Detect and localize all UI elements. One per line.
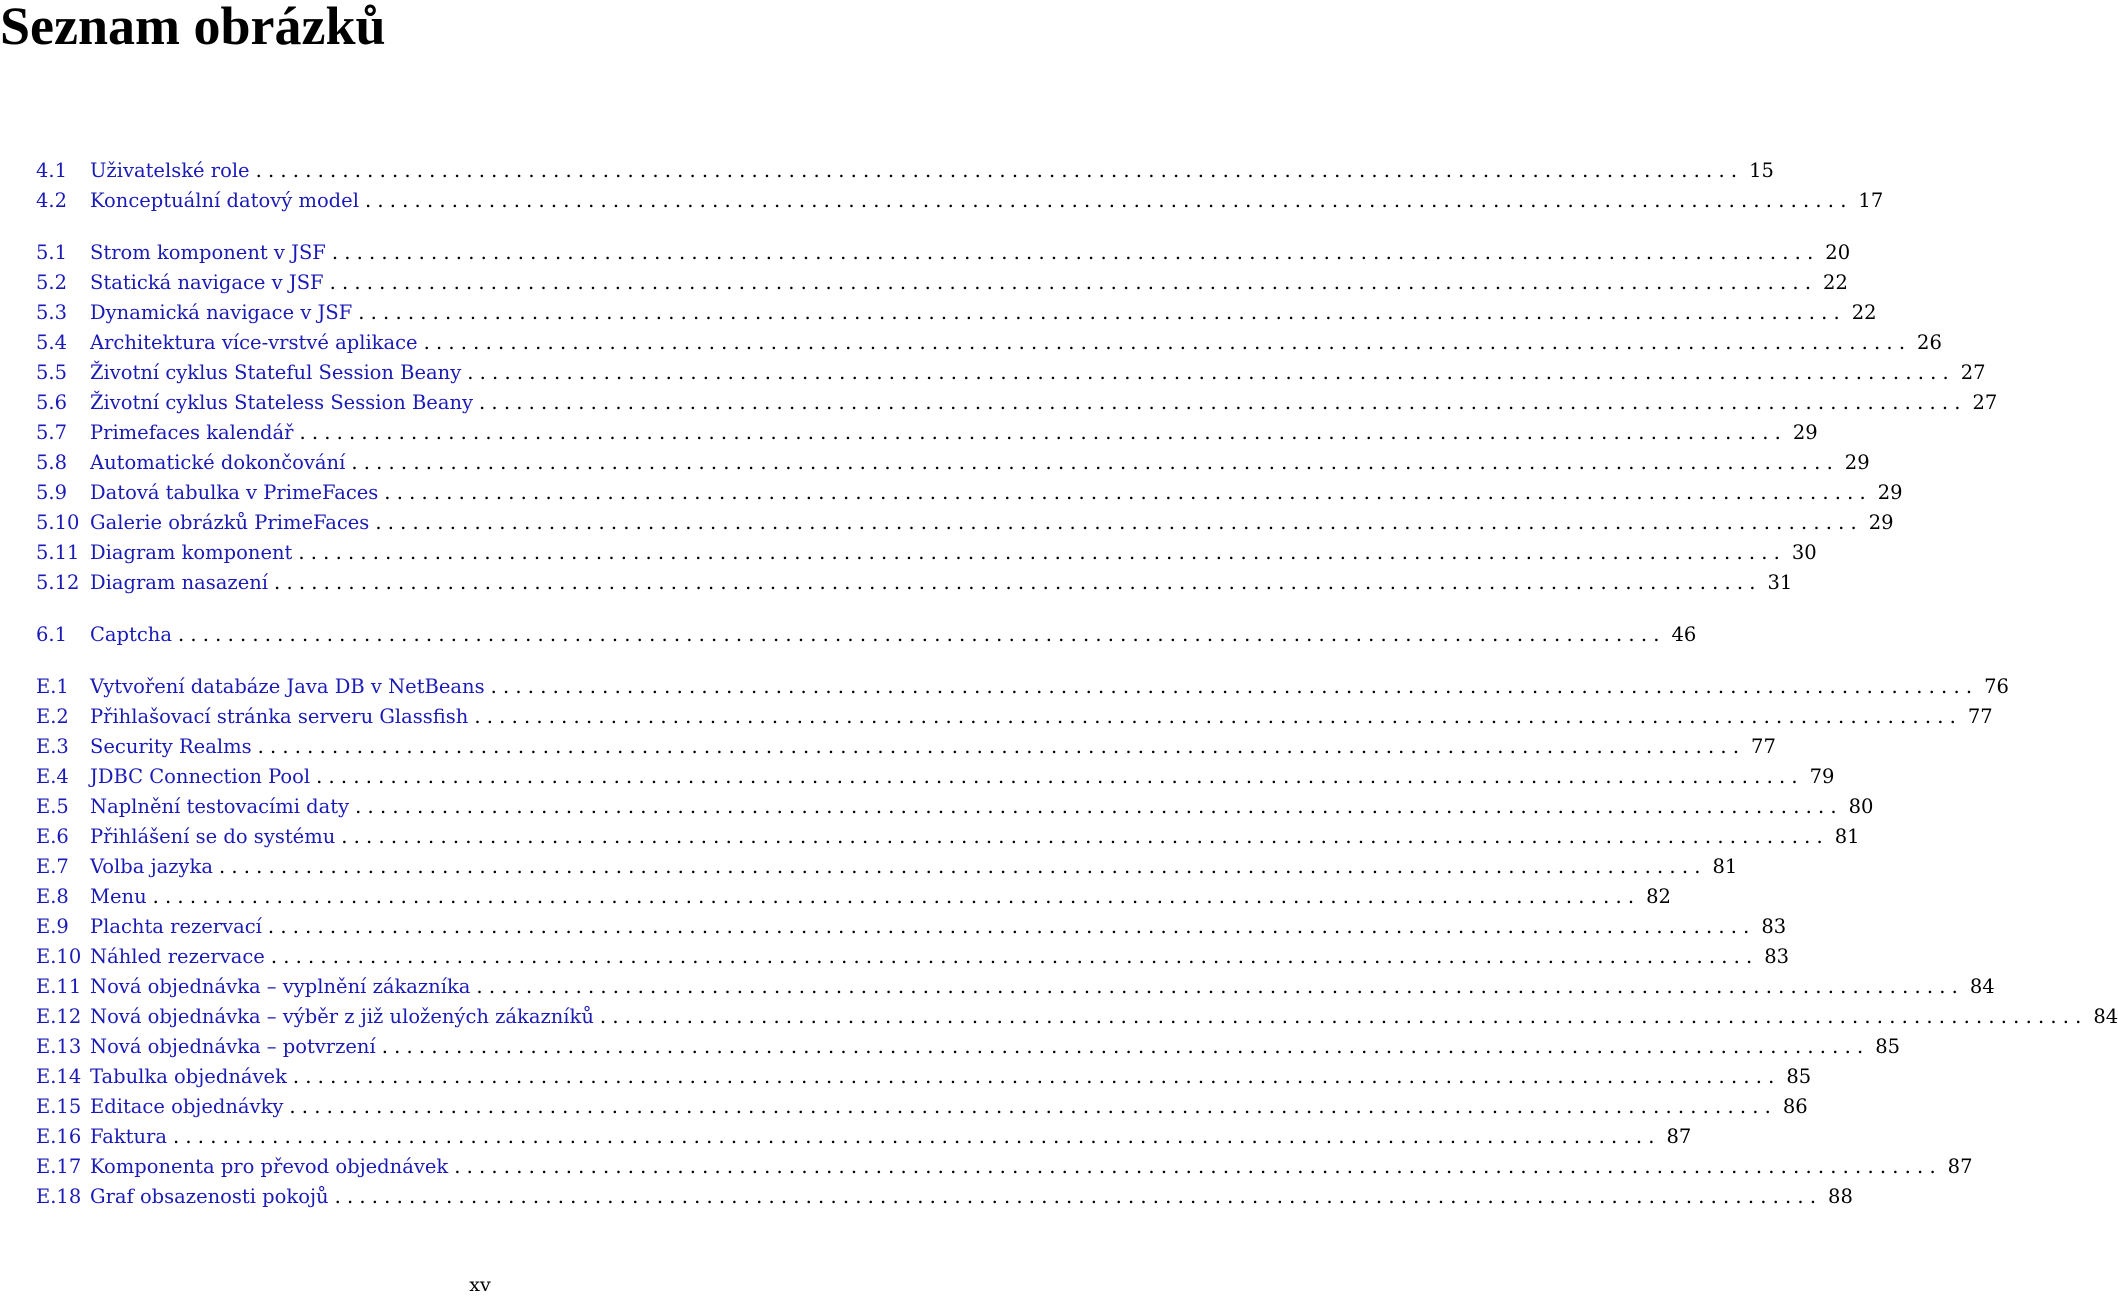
- dot-leader: . . . . . . . . . . . . . . . . . . . . . . . . . . . . . . . . . . . . . . . . . . . . . . . . . . . . . . . . . . . . . . . . . . . . . . . . . . . . . . . . . . . . . . . . . . . . . . . . . . . . . . . . . . . . . . . . . . . . . . . .: [289, 1095, 1771, 1118]
- figure-caption-link[interactable]: Plachta rezervací: [90, 915, 262, 938]
- figure-number-link[interactable]: E.9: [36, 915, 69, 938]
- dot-leader: . . . . . . . . . . . . . . . . . . . . . . . . . . . . . . . . . . . . . . . . . . . . . . . . . . . . . . . . . . . . . . . . . . . . . . . . . . . . . . . . . . . . . . . . . . . . . . . . . . . . . . . . . . . . . . . . . . . . . . . .: [331, 241, 1814, 264]
- figure-page-number: 83: [1761, 915, 1787, 938]
- figure-number-link[interactable]: E.10: [36, 945, 82, 968]
- figure-page-number: 29: [1792, 421, 1818, 444]
- figure-entry[interactable]: [36, 1062, 1812, 1092]
- figure-entry[interactable]: [36, 186, 1884, 216]
- dot-leader: . . . . . . . . . . . . . . . . . . . . . . . . . . . . . . . . . . . . . . . . . . . . . . . . . . . . . . . . . . . . . . . . . . . . . . . . . . . . . . . . . . . . . . . . . . . . . . . . . . . . . . . . . . . . . . . . . . . . . . . .: [467, 361, 1949, 384]
- figure-entry[interactable]: [36, 620, 1697, 650]
- figure-caption-link[interactable]: Přihlašovací stránka serveru Glassfish: [90, 705, 469, 728]
- figure-caption-link[interactable]: Vytvoření databáze Java DB v NetBeans: [90, 675, 485, 698]
- figure-caption-link[interactable]: Captcha: [90, 623, 172, 646]
- figure-caption-link[interactable]: Automatické dokončování: [90, 451, 346, 474]
- figure-page-number: 29: [1844, 451, 1870, 474]
- figure-number-link[interactable]: 4.1: [36, 159, 68, 182]
- figure-number-link[interactable]: 5.11: [36, 541, 80, 564]
- figure-caption-link[interactable]: Nová objednávka – výběr z již uložených zákazníků: [90, 1005, 594, 1028]
- dot-leader: . . . . . . . . . . . . . . . . . . . . . . . . . . . . . . . . . . . . . . . . . . . . . . . . . . . . . . . . . . . . . . . . . . . . . . . . . . . . . . . . . . . . . . . . . . . . . . . . . . . . . . . . . . . . . . . . . . . . . . . .: [381, 1035, 1864, 1058]
- figure-number-link[interactable]: 5.8: [36, 451, 68, 474]
- figure-number-link[interactable]: E.5: [36, 795, 69, 818]
- figure-page-number: 85: [1875, 1035, 1901, 1058]
- figure-page-number: 76: [1984, 675, 2009, 698]
- figure-page-number: 84: [1969, 975, 1995, 998]
- figure-page-number: 31: [1767, 571, 1793, 594]
- figure-caption-link[interactable]: Menu: [90, 885, 147, 908]
- figure-page-number: 29: [1868, 511, 1894, 534]
- figure-number-link[interactable]: 5.10: [36, 511, 80, 534]
- figure-entry[interactable]: [36, 1092, 1808, 1122]
- dot-leader: . . . . . . . . . . . . . . . . . . . . . . . . . . . . . . . . . . . . . . . . . . . . . . . . . . . . . . . . . . . . . . . . . . . . . . . . . . . . . . . . . . . . . . . . . . . . . . . . . . . . . . . . . . . . . . . . . . . . . . . .: [270, 945, 1753, 968]
- figure-page-number: 79: [1809, 765, 1835, 788]
- figure-number-link[interactable]: E.2: [36, 705, 69, 728]
- figure-number-link[interactable]: 5.1: [36, 241, 68, 264]
- figure-number-link[interactable]: E.11: [36, 975, 82, 998]
- figure-entry[interactable]: [36, 448, 1870, 478]
- figure-number-link[interactable]: E.7: [36, 855, 69, 878]
- figure-page-number: 27: [1972, 391, 1998, 414]
- figure-number-link[interactable]: 4.2: [36, 189, 68, 212]
- figure-caption-link[interactable]: Naplnění testovacími daty: [90, 795, 350, 818]
- figure-number-link[interactable]: E.16: [36, 1125, 82, 1148]
- figure-caption-link[interactable]: Diagram komponent: [90, 541, 293, 564]
- dot-leader: . . . . . . . . . . . . . . . . . . . . . . . . . . . . . . . . . . . . . . . . . . . . . . . . . . . . . . . . . . . . . . . . . . . . . . . . . . . . . . . . . . . . . . . . . . . . . . . . . . . . . . . . . . . . . . . . . . . . . . . .: [274, 571, 1756, 594]
- figure-caption-link[interactable]: Primefaces kalendář: [90, 421, 294, 444]
- figure-entry[interactable]: [36, 298, 1877, 328]
- dot-leader: . . . . . . . . . . . . . . . . . . . . . . . . . . . . . . . . . . . . . . . . . . . . . . . . . . . . . . . . . . . . . . . . . . . . . . . . . . . . . . . . . . . . . . . . . . . . . . . . . . . . . . . . . . . . . . . . . . . . . . . .: [599, 1005, 2082, 1028]
- figure-entry[interactable]: [36, 238, 1851, 268]
- figure-caption-link[interactable]: Graf obsazenosti pokojů: [90, 1185, 329, 1208]
- figure-number-link[interactable]: 5.3: [36, 301, 68, 324]
- figure-page-number: 30: [1791, 541, 1817, 564]
- figure-caption-link[interactable]: Konceptuální datový model: [90, 189, 359, 212]
- figure-entry[interactable]: [36, 478, 1903, 508]
- figure-page-number: 27: [1960, 361, 1986, 384]
- figure-page-number: 80: [1848, 795, 1874, 818]
- figure-caption-link[interactable]: Datová tabulka v PrimeFaces: [90, 481, 379, 504]
- dot-leader: . . . . . . . . . . . . . . . . . . . . . . . . . . . . . . . . . . . . . . . . . . . . . . . . . . . . . . . . . . . . . . . . . . . . . . . . . . . . . . . . . . . . . . . . . . . . . . . . . . . . . . . . . . . . . . . . . . . . . . . .: [257, 735, 1740, 758]
- figure-entry[interactable]: [36, 912, 1787, 942]
- dot-leader: . . . . . . . . . . . . . . . . . . . . . . . . . . . . . . . . . . . . . . . . . . . . . . . . . . . . . . . . . . . . . . . . . . . . . . . . . . . . . . . . . . . . . . . . . . . . . . . . . . . . . . . . . . . . . . . . . . . . . . . .: [292, 1065, 1775, 1088]
- figure-page-number: 81: [1834, 825, 1860, 848]
- figure-number-link[interactable]: E.3: [36, 735, 69, 758]
- figure-number-link[interactable]: 5.6: [36, 391, 68, 414]
- figure-number-link[interactable]: E.4: [36, 765, 69, 788]
- figure-page-number: 83: [1764, 945, 1790, 968]
- figure-page-number: 22: [1851, 301, 1877, 324]
- figure-number-link[interactable]: 5.9: [36, 481, 68, 504]
- figure-entry[interactable]: [36, 508, 1894, 538]
- dot-leader: . . . . . . . . . . . . . . . . . . . . . . . . . . . . . . . . . . . . . . . . . . . . . . . . . . . . . . . . . . . . . . . . . . . . . . . . . . . . . . . . . . . . . . . . . . . . . . . . . . . . . . . . . . . . . . . . . . . . . . . .: [479, 391, 1961, 414]
- figure-number-link[interactable]: 5.5: [36, 361, 68, 384]
- dot-leader: . . . . . . . . . . . . . . . . . . . . . . . . . . . . . . . . . . . . . . . . . . . . . . . . . . . . . . . . . . . . . . . . . . . . . . . . . . . . . . . . . . . . . . . . . . . . . . . . . . . . . . . . . . . . . . . . . . . . . . . .: [173, 1125, 1655, 1148]
- figure-page-number: 88: [1828, 1185, 1853, 1208]
- dot-leader: . . . . . . . . . . . . . . . . . . . . . . . . . . . . . . . . . . . . . . . . . . . . . . . . . . . . . . . . . . . . . . . . . . . . . . . . . . . . . . . . . . . . . . . . . . . . . . . . . . . . . . . . . . . . . . . . . . . . . . . .: [375, 511, 1857, 534]
- figure-entry[interactable]: [36, 328, 1942, 358]
- figure-page-number: 82: [1646, 885, 1671, 908]
- dot-leader: . . . . . . . . . . . . . . . . . . . . . . . . . . . . . . . . . . . . . . . . . . . . . . . . . . . . . . . . . . . . . . . . . . . . . . . . . . . . . . . . . . . . . . . . . . . . . . . . . . . . . . . . . . . . . . . . . . . . . . . .: [355, 795, 1837, 818]
- figure-number-link[interactable]: E.1: [36, 675, 69, 698]
- figure-caption-link[interactable]: Faktura: [90, 1125, 167, 1148]
- figure-caption-link[interactable]: Security Realms: [90, 735, 252, 758]
- dot-leader: . . . . . . . . . . . . . . . . . . . . . . . . . . . . . . . . . . . . . . . . . . . . . . . . . . . . . . . . . . . . . . . . . . . . . . . . . . . . . . . . . . . . . . . . . . . . . . . . . . . . . . . . . . . . . . . . . . . . . . . .: [454, 1155, 1936, 1178]
- figure-entry[interactable]: [36, 388, 1998, 418]
- figure-page-number: 17: [1858, 189, 1884, 212]
- figure-caption-link[interactable]: Diagram nasazení: [90, 571, 269, 594]
- figure-number-link[interactable]: 5.12: [36, 571, 80, 594]
- figure-number-link[interactable]: E.14: [36, 1065, 82, 1088]
- figure-caption-link[interactable]: Tabulka objednávek: [90, 1065, 287, 1088]
- figure-entry[interactable]: [36, 1122, 1692, 1152]
- dot-leader: . . . . . . . . . . . . . . . . . . . . . . . . . . . . . . . . . . . . . . . . . . . . . . . . . . . . . . . . . . . . . . . . . . . . . . . . . . . . . . . . . . . . . . . . . . . . . . . . . . . . . . . . . . . . . . . . . . . . . . . .: [267, 915, 1750, 938]
- figure-entry[interactable]: [36, 702, 1993, 732]
- figure-number-link[interactable]: E.18: [36, 1185, 82, 1208]
- figure-caption-link[interactable]: Přihlášení se do systému: [90, 825, 336, 848]
- figure-entry[interactable]: [36, 568, 1793, 598]
- figure-caption-link[interactable]: Komponenta pro převod objednávek: [90, 1155, 449, 1178]
- figure-entry[interactable]: [36, 358, 1986, 388]
- figure-entry[interactable]: [36, 418, 1818, 448]
- figure-page-number: 22: [1823, 271, 1848, 294]
- list-of-figures: [36, 156, 2118, 1212]
- figure-caption-link[interactable]: Nová objednávka – vyplnění zákazníka: [90, 975, 471, 998]
- figure-number-link[interactable]: E.8: [36, 885, 69, 908]
- figure-caption-link[interactable]: Náhled rezervace: [90, 945, 265, 968]
- figure-page-number: 81: [1712, 855, 1738, 878]
- figure-entry[interactable]: [36, 1152, 1973, 1182]
- figure-number-link[interactable]: E.12: [36, 1005, 82, 1028]
- figure-number-link[interactable]: E.17: [36, 1155, 82, 1178]
- figure-caption-link[interactable]: JDBC Connection Pool: [90, 765, 311, 788]
- dot-leader: . . . . . . . . . . . . . . . . . . . . . . . . . . . . . . . . . . . . . . . . . . . . . . . . . . . . . . . . . . . . . . . . . . . . . . . . . . . . . . . . . . . . . . . . . . . . . . . . . . . . . . . . . . . . . . . . . . . . . . . .: [329, 271, 1812, 294]
- figure-page-number: 86: [1782, 1095, 1808, 1118]
- figure-entry[interactable]: [36, 1182, 1853, 1212]
- figure-number-link[interactable]: 5.2: [36, 271, 68, 294]
- figure-group: [36, 672, 2118, 1212]
- dot-leader: . . . . . . . . . . . . . . . . . . . . . . . . . . . . . . . . . . . . . . . . . . . . . . . . . . . . . . . . . . . . . . . . . . . . . . . . . . . . . . . . . . . . . . . . . . . . . . . . . . . . . . . . . . . . . . . . . . . . . . . .: [384, 481, 1866, 504]
- figure-entry[interactable]: [36, 1032, 1901, 1062]
- figure-entry[interactable]: [36, 732, 1776, 762]
- figure-number-link[interactable]: 6.1: [36, 623, 68, 646]
- figure-caption-link[interactable]: Dynamická navigace v JSF: [90, 301, 353, 324]
- footer-page-number: xv: [469, 1274, 491, 1296]
- dot-leader: . . . . . . . . . . . . . . . . . . . . . . . . . . . . . . . . . . . . . . . . . . . . . . . . . . . . . . . . . . . . . . . . . . . . . . . . . . . . . . . . . . . . . . . . . . . . . . . . . . . . . . . . . . . . . . . . . . . . . . . .: [316, 765, 1798, 788]
- figure-group: [36, 620, 1697, 650]
- figure-number-link[interactable]: E.15: [36, 1095, 82, 1118]
- figure-entry[interactable]: [36, 852, 1738, 882]
- dot-leader: . . . . . . . . . . . . . . . . . . . . . . . . . . . . . . . . . . . . . . . . . . . . . . . . . . . . . . . . . . . . . . . . . . . . . . . . . . . . . . . . . . . . . . . . . . . . . . . . . . . . . . . . . . . . . . . . . . . . . . . .: [476, 975, 1958, 998]
- figure-number-link[interactable]: E.13: [36, 1035, 82, 1058]
- figure-caption-link[interactable]: Editace objednávky: [90, 1095, 284, 1118]
- dot-leader: . . . . . . . . . . . . . . . . . . . . . . . . . . . . . . . . . . . . . . . . . . . . . . . . . . . . . . . . . . . . . . . . . . . . . . . . . . . . . . . . . . . . . . . . . . . . . . . . . . . . . . . . . . . . . . . . . . . . . . . .: [364, 189, 1847, 212]
- dot-leader: . . . . . . . . . . . . . . . . . . . . . . . . . . . . . . . . . . . . . . . . . . . . . . . . . . . . . . . . . . . . . . . . . . . . . . . . . . . . . . . . . . . . . . . . . . . . . . . . . . . . . . . . . . . . . . . . . . . . . . . .: [152, 885, 1635, 908]
- figure-group: [36, 156, 1884, 216]
- figure-caption-link[interactable]: Statická navigace v JSF: [90, 271, 324, 294]
- figure-page-number: 29: [1877, 481, 1903, 504]
- figure-entry[interactable]: [36, 156, 1774, 186]
- dot-leader: . . . . . . . . . . . . . . . . . . . . . . . . . . . . . . . . . . . . . . . . . . . . . . . . . . . . . . . . . . . . . . . . . . . . . . . . . . . . . . . . . . . . . . . . . . . . . . . . . . . . . . . . . . . . . . . . . . . . . . . .: [334, 1185, 1817, 1208]
- dot-leader: . . . . . . . . . . . . . . . . . . . . . . . . . . . . . . . . . . . . . . . . . . . . . . . . . . . . . . . . . . . . . . . . . . . . . . . . . . . . . . . . . . . . . . . . . . . . . . . . . . . . . . . . . . . . . . . . . . . . . . . .: [218, 855, 1701, 878]
- figure-caption-link[interactable]: Nová objednávka – potvrzení: [90, 1035, 376, 1058]
- dot-leader: . . . . . . . . . . . . . . . . . . . . . . . . . . . . . . . . . . . . . . . . . . . . . . . . . . . . . . . . . . . . . . . . . . . . . . . . . . . . . . . . . . . . . . . . . . . . . . . . . . . . . . . . . . . . . . . . . . . . . . . .: [490, 675, 1973, 698]
- figure-page-number: 84: [2093, 1005, 2118, 1028]
- figure-page-number: 87: [1666, 1125, 1692, 1148]
- figure-entry[interactable]: [36, 942, 1790, 972]
- figure-number-link[interactable]: E.6: [36, 825, 69, 848]
- figure-page-number: 77: [1967, 705, 1993, 728]
- figure-entry[interactable]: [36, 672, 2009, 702]
- figure-caption-link[interactable]: Uživatelské role: [90, 159, 250, 182]
- figure-page-number: 87: [1947, 1155, 1973, 1178]
- figure-number-link[interactable]: 5.7: [36, 421, 68, 444]
- dot-leader: . . . . . . . . . . . . . . . . . . . . . . . . . . . . . . . . . . . . . . . . . . . . . . . . . . . . . . . . . . . . . . . . . . . . . . . . . . . . . . . . . . . . . . . . . . . . . . . . . . . . . . . . . . . . . . . . . . . . . . . .: [358, 301, 1840, 324]
- figure-caption-link[interactable]: Galerie obrázků PrimeFaces: [90, 511, 370, 534]
- figure-page-number: 20: [1825, 241, 1851, 264]
- figure-caption-link[interactable]: Strom komponent v JSF: [90, 241, 326, 264]
- dot-leader: . . . . . . . . . . . . . . . . . . . . . . . . . . . . . . . . . . . . . . . . . . . . . . . . . . . . . . . . . . . . . . . . . . . . . . . . . . . . . . . . . . . . . . . . . . . . . . . . . . . . . . . . . . . . . . . . . . . . . . . .: [351, 451, 1833, 474]
- figure-entry[interactable]: [36, 822, 1860, 852]
- figure-entry[interactable]: [36, 882, 1671, 912]
- page-title: Seznam obrázků: [0, 0, 386, 56]
- figure-entry[interactable]: [36, 792, 1874, 822]
- dot-leader: . . . . . . . . . . . . . . . . . . . . . . . . . . . . . . . . . . . . . . . . . . . . . . . . . . . . . . . . . . . . . . . . . . . . . . . . . . . . . . . . . . . . . . . . . . . . . . . . . . . . . . . . . . . . . . . . . . . . . . . .: [299, 421, 1781, 444]
- figure-group: [36, 238, 1998, 598]
- figure-entry[interactable]: [36, 762, 1835, 792]
- figure-caption-link[interactable]: Životní cyklus Stateful Session Beany: [90, 361, 462, 384]
- figure-page-number: 15: [1749, 159, 1774, 182]
- figure-entry[interactable]: [36, 1002, 2118, 1032]
- figure-entry[interactable]: [36, 538, 1817, 568]
- dot-leader: . . . . . . . . . . . . . . . . . . . . . . . . . . . . . . . . . . . . . . . . . . . . . . . . . . . . . . . . . . . . . . . . . . . . . . . . . . . . . . . . . . . . . . . . . . . . . . . . . . . . . . . . . . . . . . . . . . . . . . . .: [177, 623, 1660, 646]
- figure-page-number: 46: [1671, 623, 1697, 646]
- dot-leader: . . . . . . . . . . . . . . . . . . . . . . . . . . . . . . . . . . . . . . . . . . . . . . . . . . . . . . . . . . . . . . . . . . . . . . . . . . . . . . . . . . . . . . . . . . . . . . . . . . . . . . . . . . . . . . . . . . . . . . . .: [255, 159, 1738, 182]
- figure-caption-link[interactable]: Architektura více-vrstvé aplikace: [90, 331, 418, 354]
- dot-leader: . . . . . . . . . . . . . . . . . . . . . . . . . . . . . . . . . . . . . . . . . . . . . . . . . . . . . . . . . . . . . . . . . . . . . . . . . . . . . . . . . . . . . . . . . . . . . . . . . . . . . . . . . . . . . . . . . . . . . . . .: [298, 541, 1780, 564]
- figure-page-number: 77: [1751, 735, 1776, 758]
- figure-page-number: 26: [1917, 331, 1942, 354]
- dot-leader: . . . . . . . . . . . . . . . . . . . . . . . . . . . . . . . . . . . . . . . . . . . . . . . . . . . . . . . . . . . . . . . . . . . . . . . . . . . . . . . . . . . . . . . . . . . . . . . . . . . . . . . . . . . . . . . . . . . . . . . .: [423, 331, 1906, 354]
- figure-page-number: 85: [1786, 1065, 1812, 1088]
- figure-caption-link[interactable]: Volba jazyka: [90, 855, 213, 878]
- figure-caption-link[interactable]: Životní cyklus Stateless Session Beany: [90, 391, 474, 414]
- dot-leader: . . . . . . . . . . . . . . . . . . . . . . . . . . . . . . . . . . . . . . . . . . . . . . . . . . . . . . . . . . . . . . . . . . . . . . . . . . . . . . . . . . . . . . . . . . . . . . . . . . . . . . . . . . . . . . . . . . . . . . . .: [341, 825, 1823, 848]
- figure-entry[interactable]: [36, 972, 1995, 1002]
- figure-number-link[interactable]: 5.4: [36, 331, 68, 354]
- dot-leader: . . . . . . . . . . . . . . . . . . . . . . . . . . . . . . . . . . . . . . . . . . . . . . . . . . . . . . . . . . . . . . . . . . . . . . . . . . . . . . . . . . . . . . . . . . . . . . . . . . . . . . . . . . . . . . . . . . . . . . . .: [474, 705, 1956, 728]
- figure-entry[interactable]: [36, 268, 1848, 298]
